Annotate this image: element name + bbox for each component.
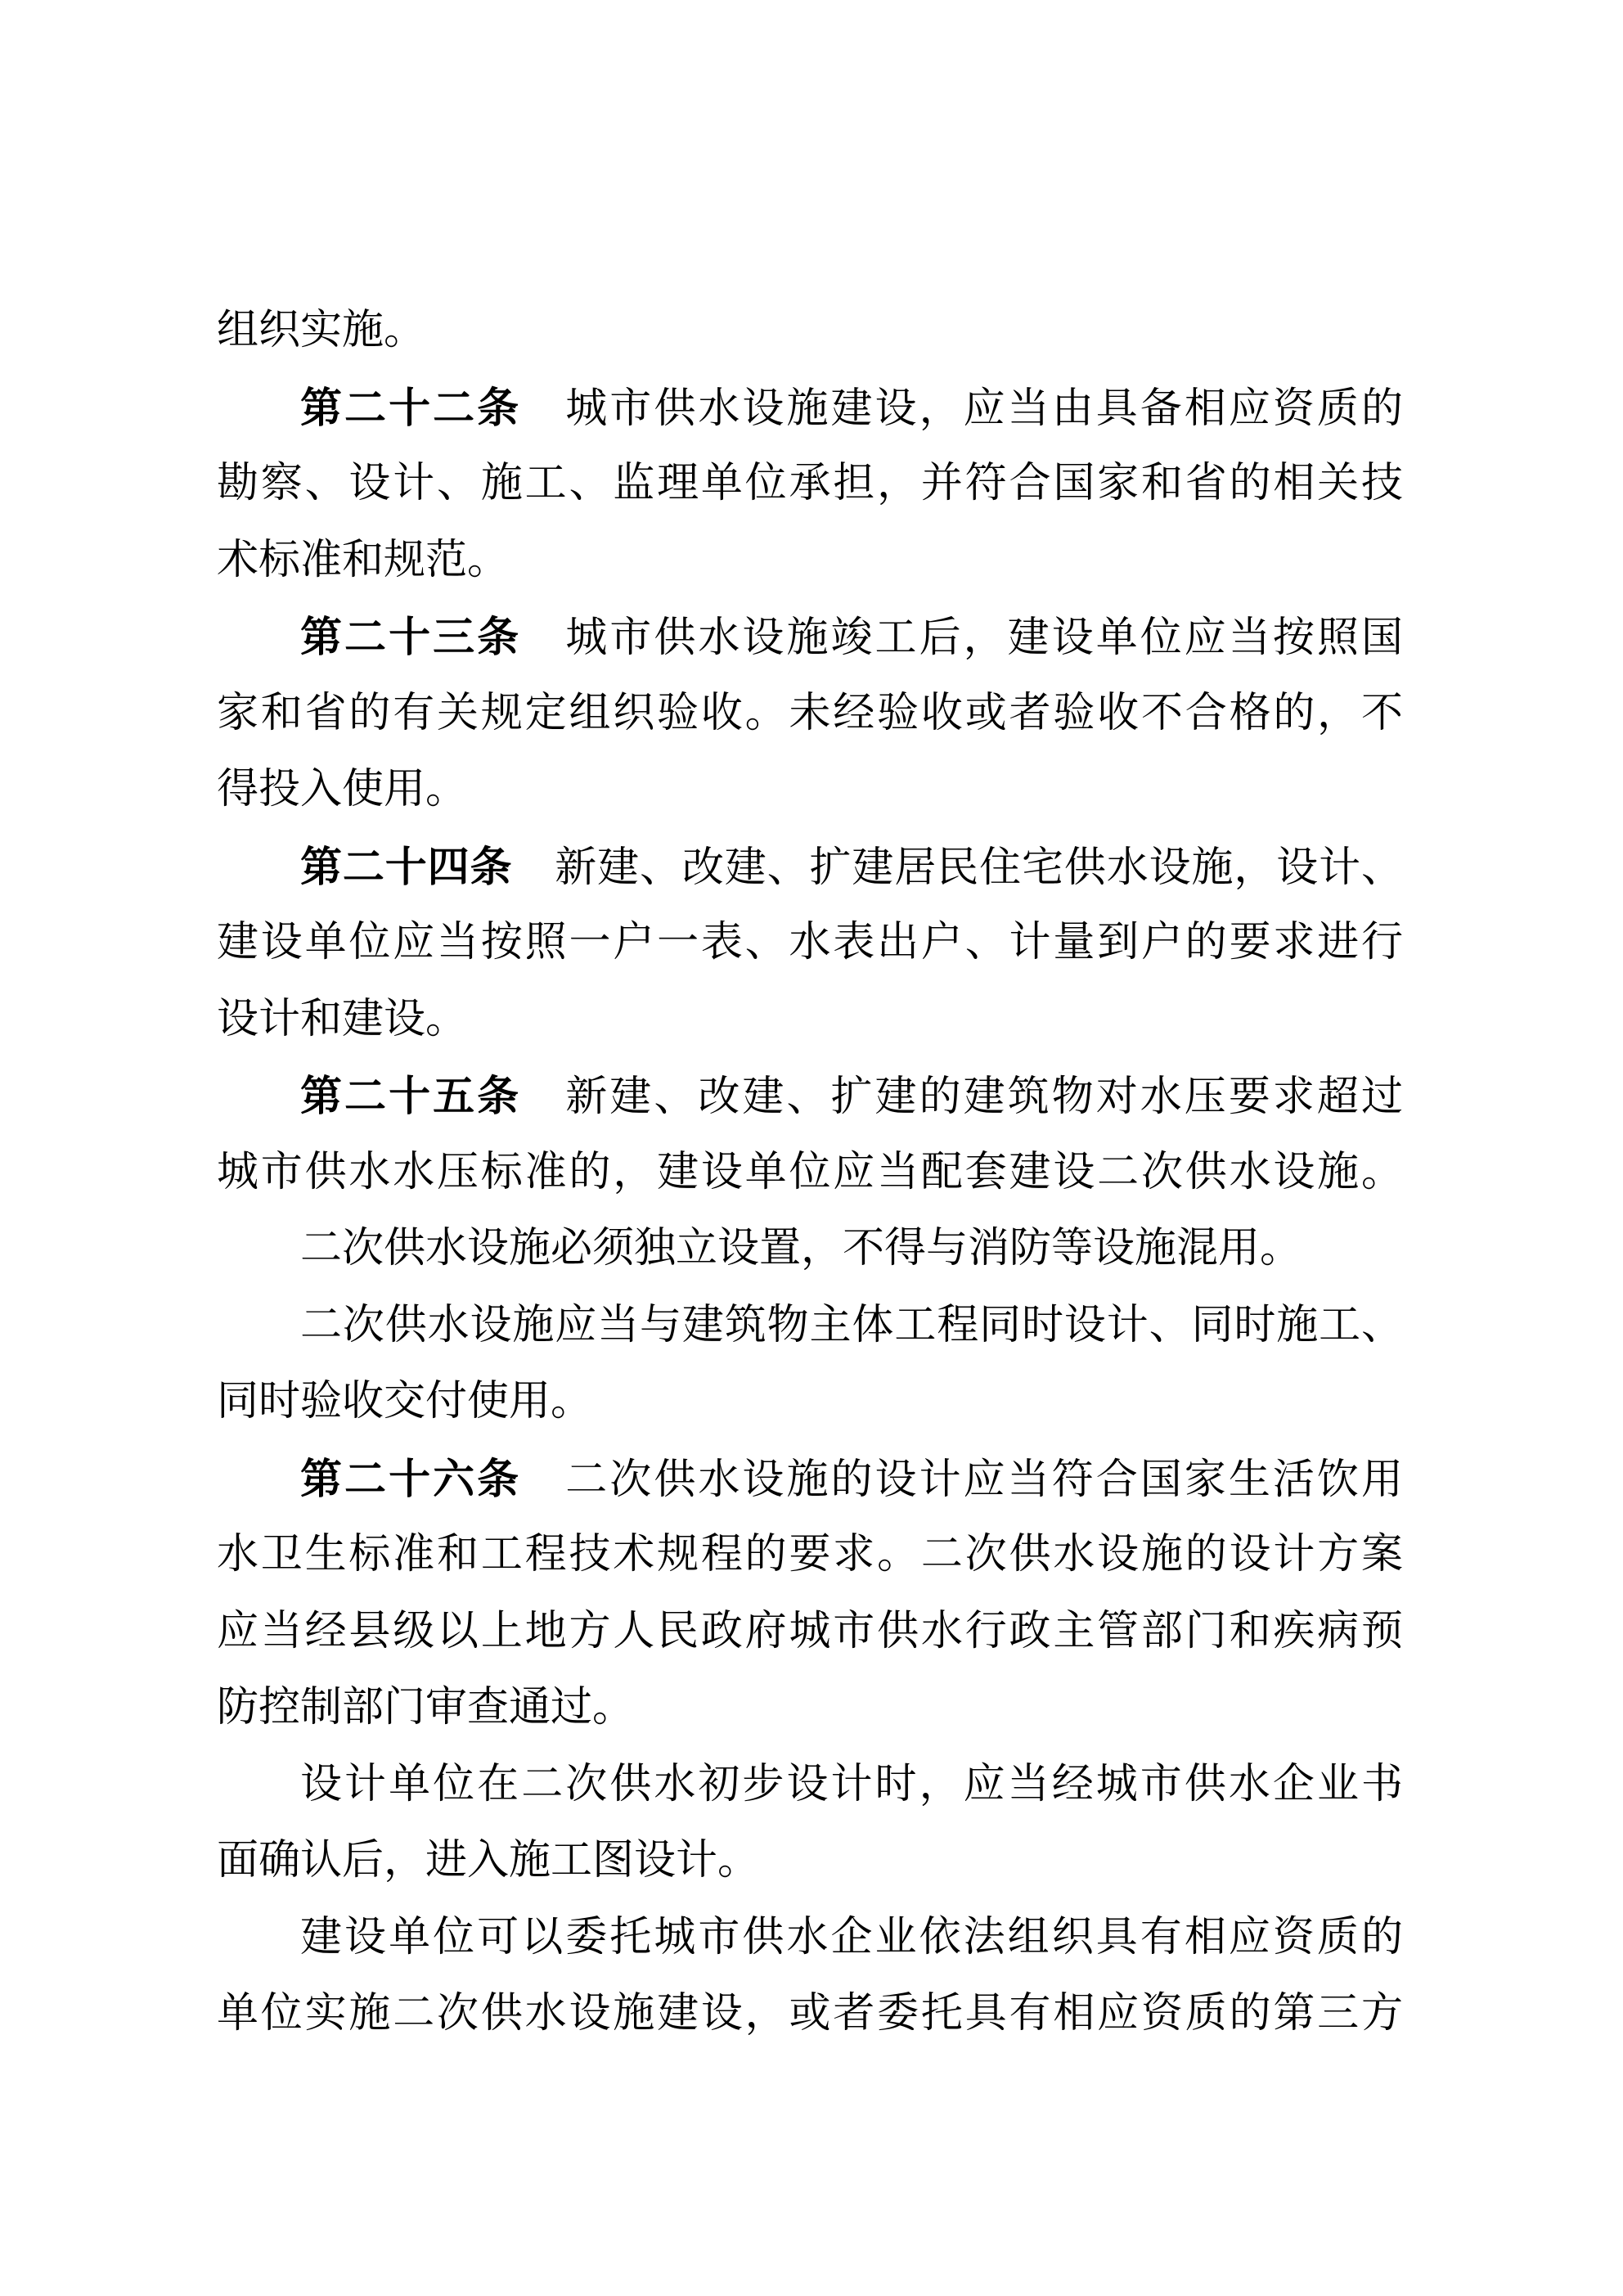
line-text: 面确认后，进入施工图设计。 bbox=[217, 1838, 760, 1884]
text-line bbox=[217, 982, 1403, 1059]
line-text: 设计单位在二次供水初步设计时，应当经城市供水企业书 bbox=[300, 1761, 1403, 1808]
article-23-label: 第二十三条 bbox=[300, 614, 522, 660]
text-line bbox=[217, 446, 1403, 523]
text-line bbox=[217, 1364, 1403, 1441]
line-text: 单位实施二次供水设施建设，或者委托具有相应资质的第三方 bbox=[217, 1991, 1403, 2037]
text-line bbox=[217, 1823, 1403, 1900]
document-body bbox=[217, 293, 1403, 2053]
article-26-label: 第二十六条 bbox=[300, 1455, 522, 1502]
line-text: 新建、改建、扩建的建筑物对水压要求超过 bbox=[521, 1074, 1403, 1120]
text-line bbox=[217, 370, 1403, 447]
line-text: 设计和建设。 bbox=[217, 996, 468, 1042]
text-line bbox=[217, 676, 1403, 753]
text-line bbox=[217, 1670, 1403, 1747]
line-text: 新建、改建、扩建居民住宅供水设施，设计、 bbox=[512, 844, 1403, 891]
line-text: 城市供水设施竣工后，建设单位应当按照国 bbox=[521, 615, 1403, 661]
line-text: 二次供水设施应当与建筑物主体工程同时设计、同时施工、 bbox=[300, 1302, 1403, 1348]
line-text: 二次供水设施必须独立设置，不得与消防等设施混用。 bbox=[300, 1226, 1302, 1272]
text-line bbox=[217, 1058, 1403, 1135]
line-text: 城市供水设施建设，应当由具备相应资质的 bbox=[521, 385, 1403, 432]
text-line bbox=[217, 599, 1403, 676]
text-line bbox=[217, 1976, 1403, 2053]
article-25-label: 第二十五条 bbox=[300, 1073, 522, 1119]
line-text: 同时验收交付使用。 bbox=[217, 1379, 593, 1425]
text-line bbox=[217, 752, 1403, 829]
line-text: 术标准和规范。 bbox=[217, 537, 510, 583]
line-text: 建设单位可以委托城市供水企业依法组织具有相应资质的 bbox=[300, 1914, 1403, 1961]
text-line bbox=[217, 829, 1403, 906]
line-text: 勘察、设计、施工、监理单位承担，并符合国家和省的相关技 bbox=[217, 461, 1403, 506]
line-text: 组织实施。 bbox=[217, 308, 426, 353]
text-line bbox=[217, 1211, 1403, 1288]
line-text: 家和省的有关规定组织验收。未经验收或者验收不合格的，不 bbox=[217, 690, 1403, 736]
line-text: 城市供水水压标准的，建设单位应当配套建设二次供水设施。 bbox=[217, 1149, 1403, 1195]
text-line bbox=[217, 1441, 1403, 1518]
line-text: 建设单位应当按照一户一表、水表出户、计量到户的要求进行 bbox=[217, 920, 1403, 966]
text-line bbox=[217, 523, 1403, 600]
line-text: 得投入使用。 bbox=[217, 767, 468, 813]
text-line bbox=[217, 905, 1403, 982]
text-line bbox=[217, 1288, 1403, 1365]
line-text: 应当经县级以上地方人民政府城市供水行政主管部门和疾病预 bbox=[217, 1608, 1403, 1654]
line-text: 防控制部门审查通过。 bbox=[217, 1685, 635, 1731]
text-line bbox=[217, 293, 1403, 370]
text-line bbox=[217, 1135, 1403, 1212]
line-text: 二次供水设施的设计应当符合国家生活饮用 bbox=[521, 1456, 1403, 1503]
article-24-label: 第二十四条 bbox=[300, 843, 513, 890]
text-line bbox=[217, 1594, 1403, 1671]
text-line bbox=[217, 1517, 1403, 1594]
text-line bbox=[217, 1747, 1403, 1824]
article-22-label: 第二十二条 bbox=[300, 384, 522, 431]
line-text: 水卫生标准和工程技术规程的要求。二次供水设施的设计方案 bbox=[217, 1532, 1403, 1578]
text-line bbox=[217, 1900, 1403, 1977]
